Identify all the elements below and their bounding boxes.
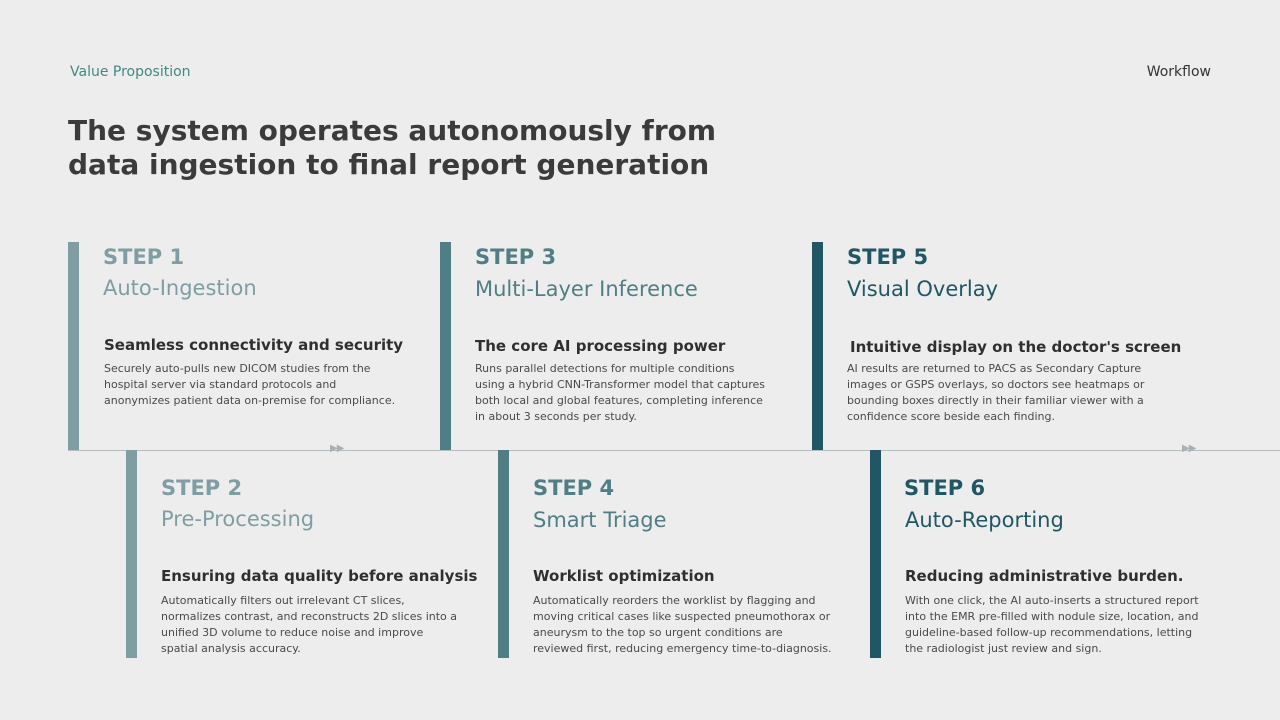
step-accent-bar	[440, 242, 451, 450]
step-number: STEP 3	[475, 245, 557, 269]
step-subtitle: Reducing administrative burden.	[905, 567, 1184, 585]
step-accent-bar	[498, 450, 509, 658]
step-description: Automatically filters out irrelevant CT slices, normalizes contrast, and reconstructs 2D slices into a unified 3D volume to reduce noise and improve spatial analysis accuracy.	[161, 594, 458, 655]
step-number: STEP 1	[103, 245, 185, 269]
step-number: STEP 2	[161, 476, 243, 500]
step-title: Smart Triage	[533, 508, 667, 532]
step-title: Pre-Processing	[161, 507, 315, 531]
section-label: Workflow	[1146, 64, 1211, 80]
step-subtitle: Seamless connectivity and security	[104, 336, 404, 354]
step-number: STEP 4	[533, 476, 615, 500]
step-description: With one click, the AI auto-inserts a structured report into the EMR pre-filled with nodule size, location, and guideline-based follow-up recommendations, letting the radiologist just review and sign.	[905, 594, 1199, 655]
step-card-4	[498, 450, 843, 658]
arrow-icon: ▶▶	[330, 443, 344, 454]
step-subtitle: Ensuring data quality before analysis	[161, 567, 478, 585]
step-accent-bar	[812, 242, 823, 450]
arrow-icon: ▶▶	[1182, 443, 1196, 454]
step-card-3	[440, 242, 780, 450]
step-accent-bar	[68, 242, 79, 450]
step-card-6	[870, 450, 1215, 658]
step-number: STEP 6	[904, 476, 986, 500]
step-card-2	[126, 450, 478, 658]
step-accent-bar	[126, 450, 137, 658]
step-title: Visual Overlay	[847, 277, 999, 301]
step-card-5	[812, 242, 1182, 450]
step-title: Auto-Reporting	[905, 508, 1064, 532]
step-subtitle: Worklist optimization	[533, 567, 715, 585]
step-subtitle: The core AI processing power	[475, 337, 726, 355]
step-title: Auto-Ingestion	[103, 276, 257, 300]
step-accent-bar	[870, 450, 881, 658]
step-card-1	[68, 242, 408, 450]
step-number: STEP 5	[847, 245, 929, 269]
step-subtitle: Intuitive display on the doctor's screen	[850, 338, 1182, 356]
page-title: The system operates autonomously from data ingestion to final report generation	[68, 114, 717, 181]
eyebrow-label: Value Proposition	[70, 64, 191, 80]
step-description: Runs parallel detections for multiple conditions using a hybrid CNN-Transformer model that captures both local and global features, completing inference in about 3 seconds per study.	[475, 362, 765, 423]
step-description: Securely auto-pulls new DICOM studies from the hospital server via standard protocols and anonymizes patient data on-premise for compliance.	[104, 362, 396, 407]
step-description: Automatically reorders the worklist by flagging and moving critical cases like suspected pneumothorax or aneurysm to the top so urgent conditions are reviewed first, reducing emergency time-to-diagnosis.	[533, 594, 832, 655]
step-title: Multi-Layer Inference	[475, 277, 698, 301]
step-description: AI results are returned to PACS as Secondary Capture images or GSPS overlays, so doctors see heatmaps or bounding boxes directly in their familiar viewer with a confidence score beside each finding.	[847, 362, 1145, 423]
